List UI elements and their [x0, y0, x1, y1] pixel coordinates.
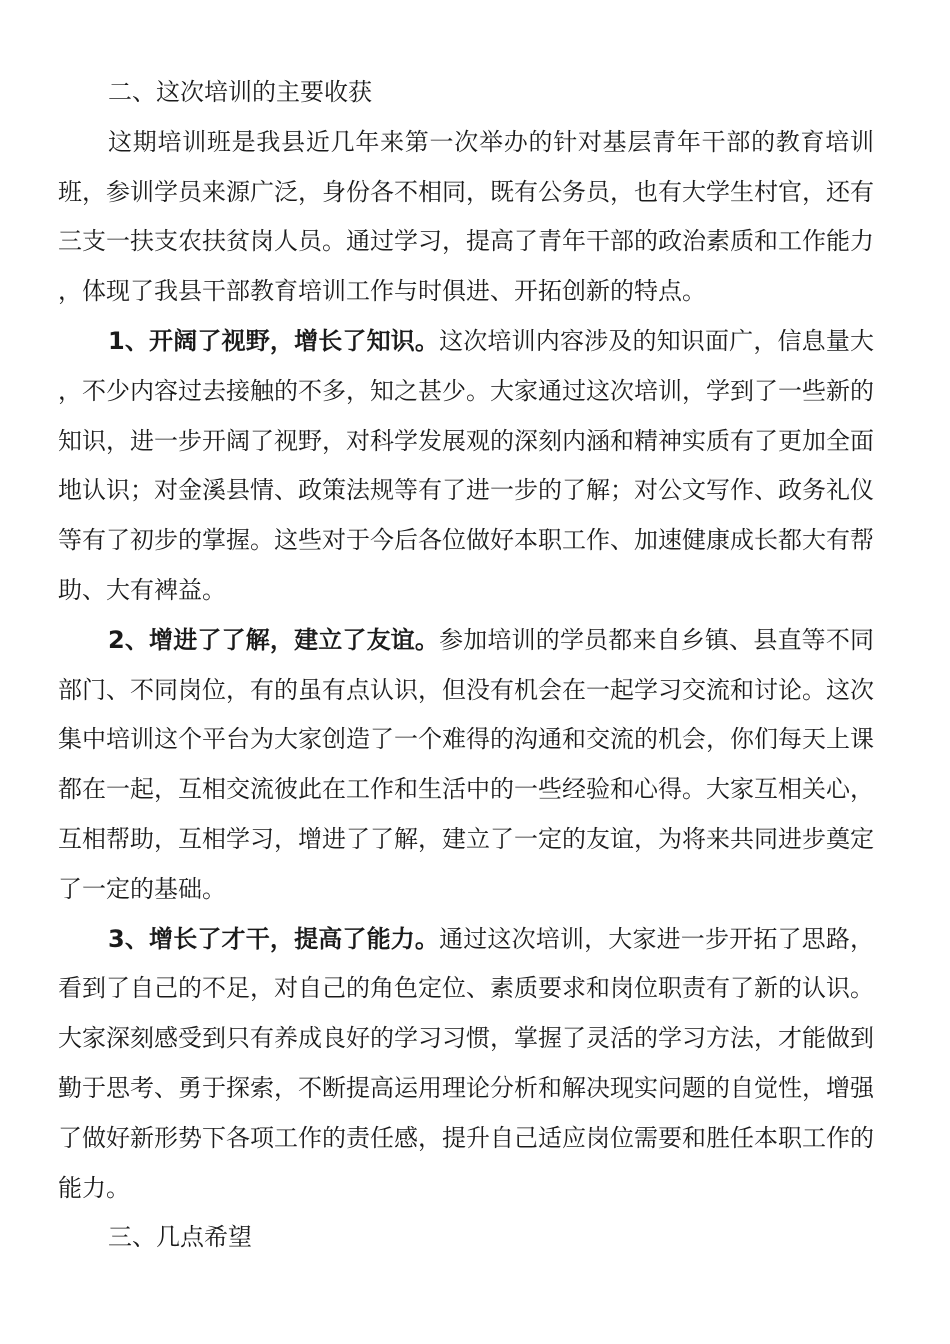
section-heading-2: 二、这次培训的主要收获	[108, 78, 372, 106]
point-paragraph-1	[58, 317, 874, 616]
point-paragraph-3	[58, 915, 874, 1214]
point-body-3: 通过这次培训，大家进一步开拓了思路，看到了自己的不足，对自己的角色定位、素质要求和岗位职责有了新的认识。大家深刻感受到只有养成良好的学习习惯，掌握了灵活的学习方法，才能做到勤于思考、勇于探索，不断提高运用理论分析和解决现实问题的自觉性，增强了做好新形势下各项工作的责任感，提升自己适应岗位需要和胜任本职工作的能力。	[58, 924, 874, 1202]
intro-paragraph: 这期培训班是我县近几年来第一次举办的针对基层青年干部的教育培训班，参训学员来源广泛，身份各不相同，既有公务员，也有大学生村官，还有三支一扶支农扶贫岗人员。通过学习，提高了青年干部的政治素质和工作能力，体现了我县干部教育培训工作与时俱进、开拓创新的特点。	[58, 127, 874, 306]
point-lead-2: 2、增进了了解，建立了友谊。	[108, 625, 440, 654]
point-lead-1: 1、开阔了视野，增长了知识。	[108, 326, 440, 355]
point-body-1: 这次培训内容涉及的知识面广，信息量大，不少内容过去接触的不多，知之甚少。大家通过这次培训，学到了一些新的知识，进一步开阔了视野，对科学发展观的深刻内涵和精神实质有了更加全面地认识；对金溪县情、政策法规等有了进一步的了解；对公文写作、政务礼仪等有了初步的掌握。这些对于今后各位做好本职工作、加速健康成长都大有帮助、大有裨益。	[58, 326, 874, 604]
point-body-2: 参加培训的学员都来自乡镇、县直等不同部门、不同岗位，有的虽有点认识，但没有机会在一起学习交流和讨论。这次集中培训这个平台为大家创造了一个难得的沟通和交流的机会，你们每天上课都在一起，互相交流彼此在工作和生活中的一些经验和心得。大家互相关心，互相帮助，互相学习，增进了了解，建立了一定的友谊，为将来共同进步奠定了一定的基础。	[58, 625, 874, 903]
point-paragraph-2	[58, 616, 874, 915]
section-heading-3: 三、几点希望	[108, 1223, 252, 1252]
point-lead-3: 3、增长了才干，提高了能力。	[108, 924, 440, 953]
